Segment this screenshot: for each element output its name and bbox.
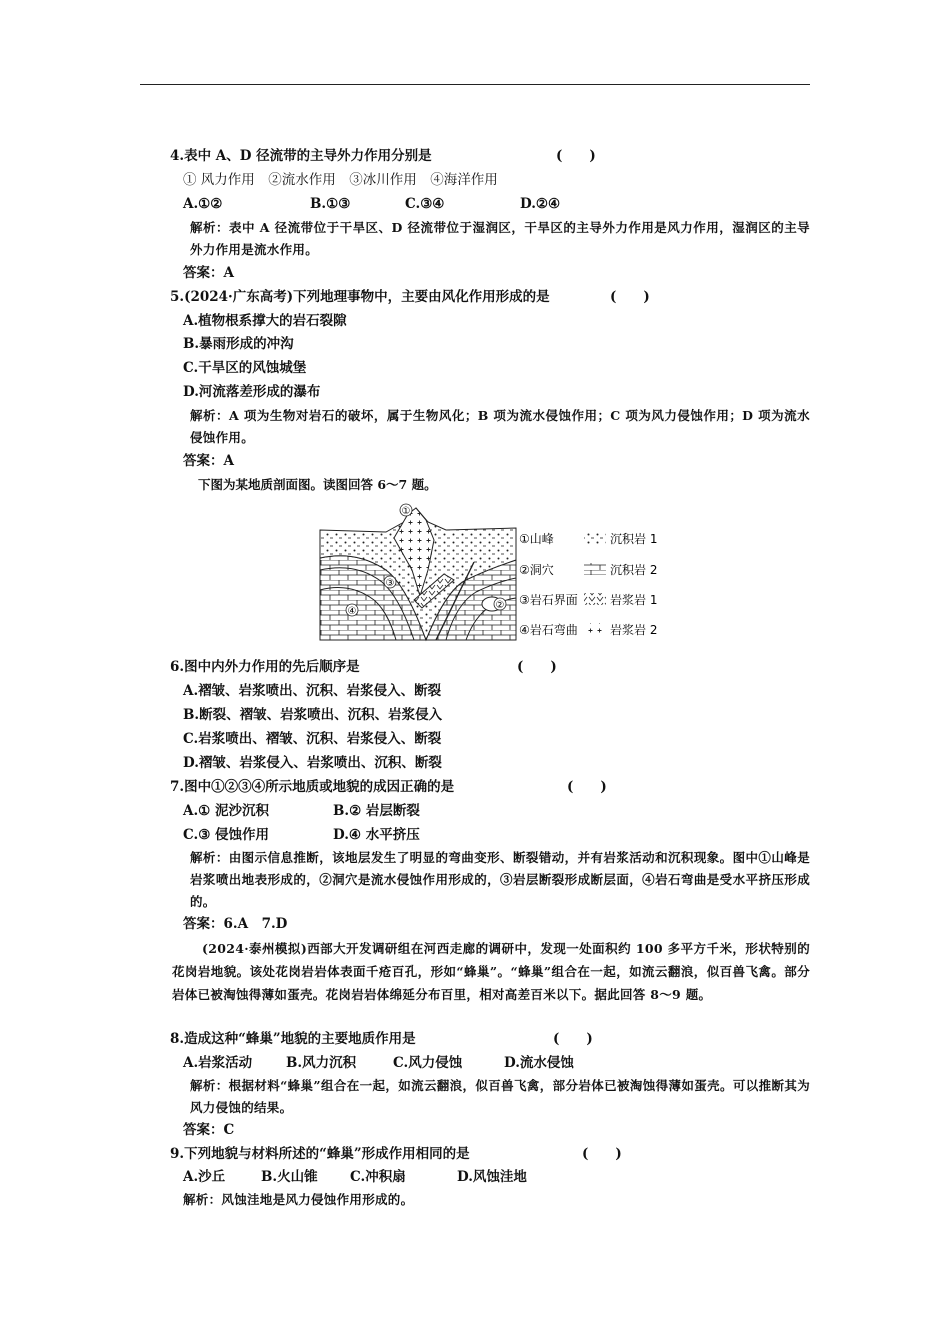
q9-option-c: C.冲积扇 bbox=[350, 1169, 406, 1185]
legend-peak: ①山峰 bbox=[519, 532, 554, 546]
marker-1: ① bbox=[401, 506, 411, 517]
legend-magma-2: 岩浆岩 2 bbox=[610, 623, 658, 637]
q7-option-a: A.① 泥沙沉积 bbox=[183, 803, 269, 819]
q7-option-b: B.② 岩层断裂 bbox=[333, 803, 420, 819]
swatch-sediment-2 bbox=[584, 563, 606, 575]
q4-answer: 答案：A bbox=[183, 265, 234, 281]
q8-option-b: B.风力沉积 bbox=[286, 1055, 357, 1071]
q5-option-b: B.暴雨形成的冲沟 bbox=[183, 336, 294, 352]
q5-option-d: D.河流落差形成的瀑布 bbox=[183, 384, 321, 400]
q6-answer-paren: ( ) bbox=[517, 659, 557, 675]
q6-option-a: A.褶皱、岩浆喷出、沉积、岩浆侵入、断裂 bbox=[183, 683, 442, 699]
q6-option-c: C.岩浆喷出、褶皱、沉积、岩浆侵入、断裂 bbox=[183, 731, 442, 747]
passage-8-9: (2024·泰州模拟)西部大开发调研组在河西走廊的调研中，发现一处面积约 100 多平方千米，形状特别的花岗岩地貌。该处花岗岩岩体表面千疮百孔，形如“蜂巢”。“蜂巢”组合在一起，如流云翻浪，似百兽飞禽。部分岩体已被淘蚀得薄如蛋壳。花岗岩岩体绵延分布百里，相对高差百米以下。据此回答 8～9 题。 bbox=[172, 941, 810, 1002]
legend-sediment-1: 沉积岩 1 bbox=[610, 532, 658, 546]
legend-magma-1: 岩浆岩 1 bbox=[610, 593, 658, 607]
q5-analysis: 解析：A 项为生物对岩石的破坏，属于生物风化；B 项为流水侵蚀作用；C 项为风力侵蚀作用；D 项为流水侵蚀作用。 bbox=[190, 408, 810, 445]
q8-option-d: D.流水侵蚀 bbox=[504, 1055, 574, 1071]
q6-option-d: D.褶皱、岩浆侵入、岩浆喷出、沉积、断裂 bbox=[183, 755, 442, 771]
q4-option-d: D.②④ bbox=[520, 196, 561, 212]
swatch-sediment-1 bbox=[584, 532, 606, 544]
q8-answer: 答案：C bbox=[183, 1122, 235, 1138]
swatch-magma-1 bbox=[584, 593, 606, 605]
q6-stem: 6.图中内外力作用的先后顺序是 bbox=[170, 659, 360, 675]
header-rule bbox=[140, 84, 810, 85]
q4-option-a: A.①② bbox=[183, 196, 223, 212]
q8-option-a: A.岩浆活动 bbox=[183, 1055, 253, 1071]
q9-stem: 9.下列地貌与材料所述的“蜂巢”形成作用相同的是 bbox=[170, 1146, 470, 1162]
q5-option-c: C.干旱区的风蚀城堡 bbox=[183, 360, 307, 376]
q4-analysis: 解析：表中 A 径流带位于干旱区、D 径流带位于湿润区，干旱区的主导外力作用是风力作用，湿润区的主导外力作用是流水作用。 bbox=[190, 220, 810, 257]
legend-rock-interface: ③岩石界面 bbox=[519, 593, 578, 607]
q4-stem: 4.表中 A、D 径流带的主导外力作用分别是 bbox=[170, 148, 432, 164]
q9-option-b: B.火山锥 bbox=[261, 1169, 318, 1185]
q5-stem: 5.(2024·广东高考)下列地理事物中，主要由风化作用形成的是 bbox=[170, 289, 550, 305]
marker-4: ④ bbox=[347, 606, 357, 617]
q8-stem: 8.造成这种“蜂巢”地貌的主要地质作用是 bbox=[170, 1031, 416, 1047]
marker-2: ② bbox=[495, 600, 505, 611]
q8-answer-paren: ( ) bbox=[553, 1031, 593, 1047]
q4-option-c: C.③④ bbox=[405, 196, 445, 212]
legend-cave: ②洞穴 bbox=[519, 563, 554, 577]
q4-option-b: B.①③ bbox=[310, 196, 351, 212]
q7-option-d: D.④ 水平挤压 bbox=[333, 827, 420, 843]
legend-rock-bend: ④岩石弯曲 bbox=[519, 623, 578, 637]
q9-option-d: D.风蚀洼地 bbox=[457, 1169, 527, 1185]
q7-option-c: C.③ 侵蚀作用 bbox=[183, 827, 270, 843]
q5-option-a: A.植物根系撑大的岩石裂隙 bbox=[183, 313, 347, 329]
q6-q7-answer: 答案：6.A 7.D bbox=[183, 916, 288, 932]
geological-section-figure bbox=[316, 500, 666, 648]
q8-analysis: 解析：根据材料“蜂巢”组合在一起，如流云翻浪，似百兽飞禽，部分岩体已被淘蚀得薄如蛋壳。可以推断其为风力侵蚀的结果。 bbox=[190, 1078, 810, 1115]
q4-answer-paren: ( ) bbox=[556, 148, 596, 164]
q5-answer-paren: ( ) bbox=[610, 289, 650, 305]
swatch-magma-2 bbox=[584, 623, 606, 635]
legend-sediment-2: 沉积岩 2 bbox=[610, 563, 658, 577]
q9-analysis: 解析：风蚀洼地是风力侵蚀作用形成的。 bbox=[183, 1192, 414, 1207]
q5-answer: 答案：A bbox=[183, 453, 234, 469]
q9-answer-paren: ( ) bbox=[582, 1146, 622, 1162]
q7-stem: 7.图中①②③④所示地质或地貌的成因正确的是 bbox=[170, 779, 455, 795]
q7-answer-paren: ( ) bbox=[567, 779, 607, 795]
q9-option-a: A.沙丘 bbox=[183, 1169, 226, 1185]
q4-items: ① 风力作用 ②流水作用 ③冰川作用 ④海洋作用 bbox=[183, 172, 498, 188]
q7-analysis: 解析：由图示信息推断，该地层发生了明显的弯曲变形、断裂错动，并有岩浆活动和沉积现象。图中①山峰是岩浆喷出地表形成的，②洞穴是流水侵蚀作用形成的，③岩层断裂形成断层面，④岩石弯曲是受水平挤压形成的。 bbox=[190, 850, 810, 909]
q6-option-b: B.断裂、褶皱、岩浆喷出、沉积、岩浆侵入 bbox=[183, 707, 443, 723]
figure-intro: 下图为某地质剖面图。读图回答 6～7 题。 bbox=[198, 477, 437, 492]
q8-option-c: C.风力侵蚀 bbox=[393, 1055, 463, 1071]
marker-3: ③ bbox=[385, 578, 395, 589]
